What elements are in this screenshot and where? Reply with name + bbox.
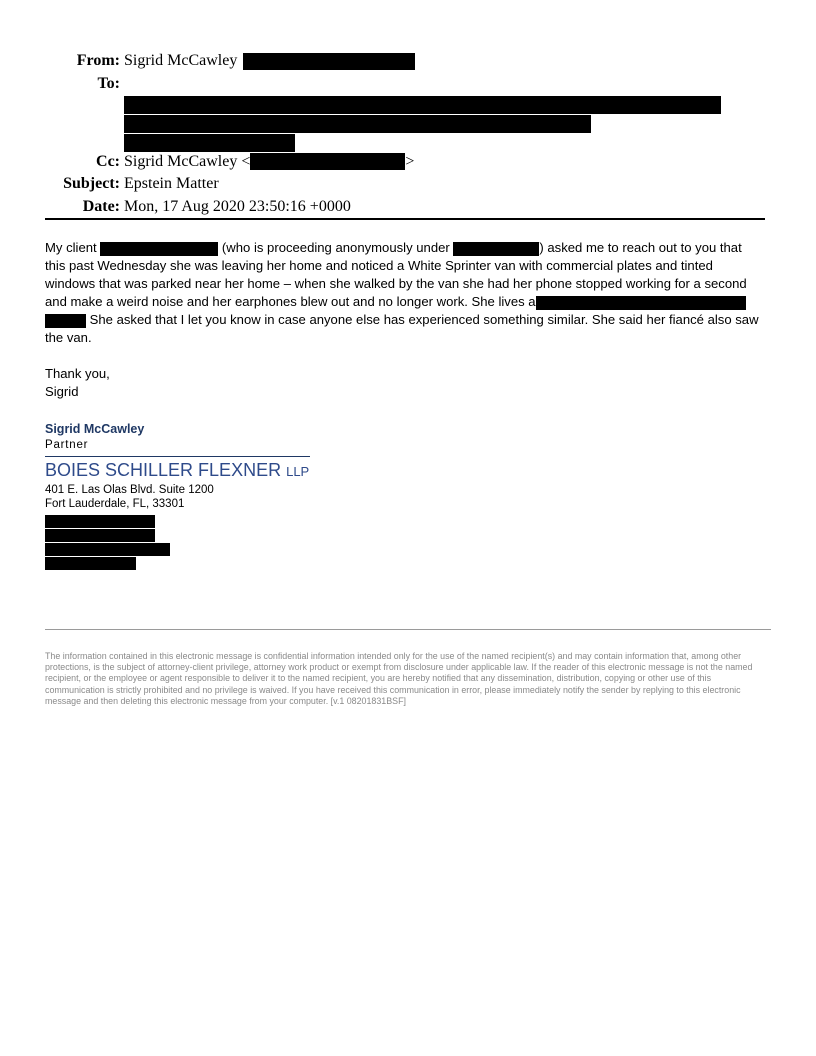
redaction-box [124, 96, 721, 114]
firm-name: BOIES SCHILLER FLEXNER [45, 460, 282, 480]
cc-value-prefix: Sigrid McCawley < [124, 152, 251, 170]
subject-row [45, 175, 765, 198]
date-label: Date: [82, 197, 120, 215]
body-line: this past Wednesday she was leaving her home and noticed a White Sprinter van with commercial plates and tinted [45, 258, 713, 273]
signoff-line: Sigrid [45, 384, 79, 399]
address-line-2: Fort Lauderdale, FL, 33301 [45, 498, 185, 510]
cc-row [45, 153, 765, 176]
email-header [45, 52, 765, 220]
redaction-box [45, 515, 155, 528]
message-body [45, 239, 775, 401]
redaction-box [45, 557, 136, 570]
firm-suffix: LLP [286, 464, 310, 479]
body-line [45, 239, 775, 257]
subject-label: Subject: [63, 175, 120, 192]
redaction-box [453, 242, 539, 256]
date-row [45, 198, 765, 221]
cc-value-suffix: > [405, 152, 415, 170]
redaction-box [536, 296, 746, 310]
body-line [45, 311, 775, 329]
body-line [45, 293, 775, 311]
body-text: My client [45, 240, 101, 255]
signature-divider [45, 456, 310, 457]
email-signature [45, 421, 345, 570]
body-line: the van. [45, 330, 92, 345]
body-text: ) asked me to reach out to you that [539, 240, 742, 255]
to-row [45, 75, 765, 153]
redaction-box [250, 153, 405, 170]
signature-title: Partner [45, 439, 89, 451]
body-text: and make a weird noise and her earphones blew out and no longer work. She lives a [45, 294, 536, 309]
confidentiality-disclaimer: The information contained in this electronic message is confidential information intended only for the use of the named recipient(s) and may contain information that, among other protections, is the subject of attorney-client privilege, attorney work product or exempt from disclosure under applicable law. If the reader of this electronic message is not the named recipient, or the employee or agent responsible to deliver it to the named recipient, you are hereby notified that any dissemination, distribution, copying or other use of this communication is strictly prohibited and no privilege is waived. If you have received this communication in error, please immediately notify the sender by replying to this electronic message and then deleting this electronic message from your computer. [v.1 08201831BSF] [45, 651, 753, 706]
body-text: She asked that I let you know in case anyone else has experienced something similar. She said her fiancé also saw [86, 312, 759, 327]
date-value: Mon, 17 Aug 2020 23:50:16 +0000 [124, 197, 351, 215]
closing-line: Thank you, [45, 366, 110, 381]
from-value: Sigrid McCawley [124, 52, 238, 69]
firm-logo-text [45, 459, 345, 483]
body-text: (who is proceeding anonymously under [218, 240, 454, 255]
cc-label: Cc: [96, 152, 120, 170]
header-divider [45, 218, 765, 220]
footer-divider [45, 629, 771, 630]
redaction-box [45, 543, 170, 556]
redaction-box [100, 242, 218, 256]
redaction-box [124, 115, 591, 133]
signature-name: Sigrid McCawley [45, 422, 145, 436]
body-line: windows that was parked near her home – when she walked by the van she had her phone stopped working for a second [45, 276, 747, 291]
redaction-box [45, 529, 155, 542]
subject-value: Epstein Matter [124, 175, 219, 192]
redaction-box [243, 53, 415, 70]
from-label: From: [76, 52, 120, 69]
to-label: To: [97, 74, 120, 92]
redaction-box [45, 314, 86, 328]
redaction-box [124, 134, 295, 152]
from-row [45, 52, 765, 75]
address-line-1: 401 E. Las Olas Blvd. Suite 1200 [45, 484, 214, 496]
